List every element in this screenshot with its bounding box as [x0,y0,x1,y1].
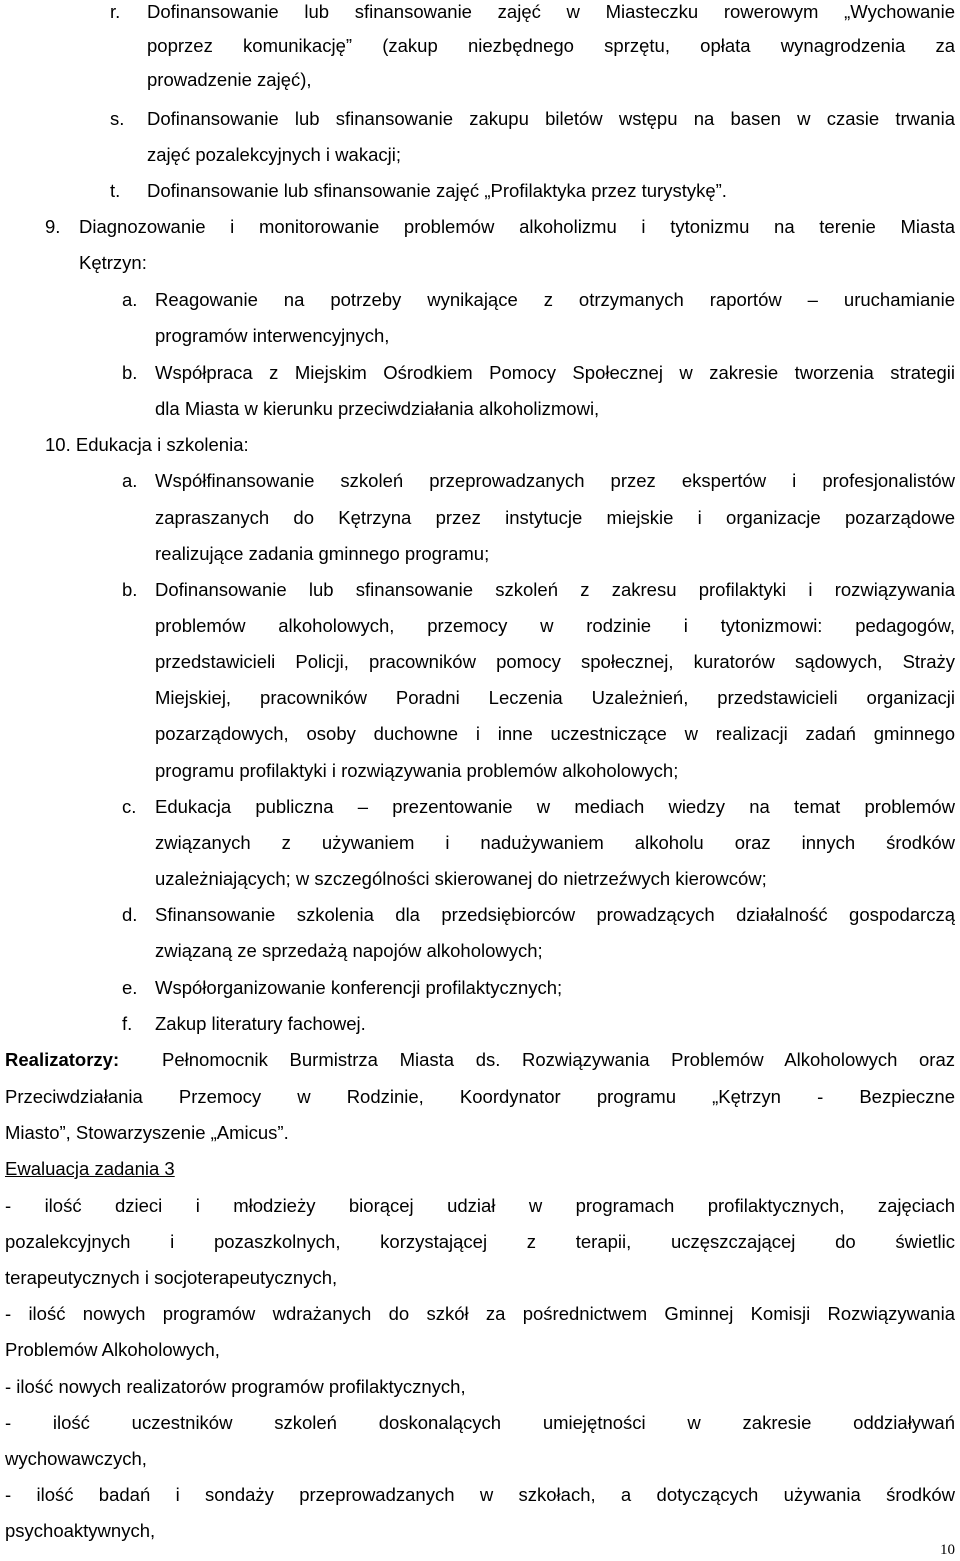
list-marker-t: t. [110,180,121,201]
section-9-a-marker: a. [122,289,138,310]
section-10-f-marker: f. [122,1013,133,1034]
section-10-d-marker: d. [122,904,138,925]
section-10-c-line-2: związanych z używaniem i nadużywaniem alkoholu oraz innych środków [155,832,955,853]
section-10-f-line-1: Zakup literatury fachowej. [155,1013,366,1034]
section-9-b-line-1: Współpraca z Miejskim Ośrodkiem Pomocy Społecznej w zakresie tworzenia strategii [155,362,955,383]
realizatorzy-line-2: Przeciwdziałania Przemocy w Rodzinie, Koordynator programu „Kętrzyn - Bezpieczne [5,1086,955,1107]
list-marker-s: s. [110,108,125,129]
section-10-b-line-1: Dofinansowanie lub sfinansowanie szkoleń z zakresu profilaktyki i rozwiązywania [155,579,955,600]
section-9-a-line-2: programów interwencyjnych, [155,325,390,346]
section-10-c-line-3: uzależniających; w szczególności skierowanej do nietrzeźwych kierowców; [155,868,767,889]
ewaluacja-item-1-line-2: pozalekcyjnych i pozaszkolnych, korzystającej z terapii, uczęszczającej do świetlic [5,1231,955,1252]
ewaluacja-item-5-line-2: psychoaktywnych, [5,1520,156,1541]
item-r-line-1: Dofinansowanie lub sfinansowanie zajęć w Miasteczku rowerowym „Wychowanie [147,1,955,22]
page-number: 10 [940,1542,955,1558]
section-10-heading: 10. Edukacja i szkolenia: [45,434,249,455]
section-10-e-marker: e. [122,977,138,998]
ewaluacja-item-4-line-1: - ilość uczestników szkoleń doskonalących umiejętności w zakresie oddziaływań [5,1412,955,1433]
section-9-b-line-2: dla Miasta w kierunku przeciwdziałania alkoholizmowi, [155,398,600,419]
section-10-b-line-2: problemów alkoholowych, przemocy w rodzinie i tytonizmowi: pedagogów, [155,615,955,636]
ewaluacja-item-3-line-1: - ilość nowych realizatorów programów profilaktycznych, [5,1376,466,1397]
section-10-b-line-3: przedstawicieli Policji, pracowników pomocy społecznej, kuratorów sądowych, Straży [155,651,955,672]
section-9-line-2: Kętrzyn: [79,252,147,273]
section-10-a-line-2: zapraszanych do Kętrzyna przez instytucje miejskie i organizacje pozarządowe [155,507,955,528]
section-10-e-line-1: Współorganizowanie konferencji profilaktycznych; [155,977,563,998]
section-10-b-line-4: Miejskiej, pracowników Poradni Leczenia Uzależnień, przedstawicieli organizacji [155,687,955,708]
section-10-a-line-1: Współfinansowanie szkoleń przeprowadzanych przez ekspertów i profesjonalistów [155,470,955,491]
section-9-a-line-1: Reagowanie na potrzeby wynikające z otrzymanych raportów – uruchamianie [155,289,955,310]
section-10-a-line-3: realizujące zadania gminnego programu; [155,543,490,564]
section-9-marker: 9. [45,216,61,237]
section-10-a-marker: a. [122,470,138,491]
section-10-b-line-5: pozarządowych, osoby duchowne i inne uczestniczące w realizacji zadań gminnego [155,723,955,744]
section-10-d-line-2: związaną ze sprzedażą napojów alkoholowych; [155,940,543,961]
section-10-b-line-6: programu profilaktyki i rozwiązywania problemów alkoholowych; [155,760,679,781]
ewaluacja-item-1-line-3: terapeutycznych i socjoterapeutycznych, [5,1267,338,1288]
list-marker-r: r. [110,1,121,22]
realizatorzy-label: Realizatorzy: [5,1049,120,1070]
realizatorzy-line-3: Miasto”, Stowarzyszenie „Amicus”. [5,1122,289,1143]
section-10-c-line-1: Edukacja publiczna – prezentowanie w mediach wiedzy na temat problemów [155,796,955,817]
section-10-d-line-1: Sfinansowanie szkolenia dla przedsiębiorców prowadzących działalność gospodarczą [155,904,955,925]
section-9-b-marker: b. [122,362,138,383]
section-10-c-marker: c. [122,796,137,817]
section-9-line-1: Diagnozowanie i monitorowanie problemów alkoholizmu i tytonizmu na terenie Miasta [79,216,955,237]
item-s-line-2: zajęć pozalekcyjnych i wakacji; [147,144,401,165]
item-r-line-3: prowadzenie zajęć), [147,69,312,90]
ewaluacja-item-2-line-1: - ilość nowych programów wdrażanych do szkół za pośrednictwem Gminnej Komisji Rozwiązywania [5,1303,955,1324]
item-t-line-1: Dofinansowanie lub sfinansowanie zajęć „Profilaktyka przez turystykę”. [147,180,727,201]
ewaluacja-item-2-line-2: Problemów Alkoholowych, [5,1339,220,1360]
ewaluacja-item-5-line-1: - ilość badań i sondaży przeprowadzanych w szkołach, a dotyczących używania środków [5,1484,955,1505]
item-r-line-2: poprzez komunikację” (zakup niezbędnego sprzętu, opłata wynagrodzenia za [147,35,955,56]
ewaluacja-heading: Ewaluacja zadania 3 [5,1158,175,1179]
ewaluacja-item-4-line-2: wychowawczych, [5,1448,147,1469]
item-s-line-1: Dofinansowanie lub sfinansowanie zakupu biletów wstępu na basen w czasie trwania [147,108,955,129]
realizatorzy-line-1: Pełnomocnik Burmistrza Miasta ds. Rozwiązywania Problemów Alkoholowych oraz [162,1049,955,1070]
ewaluacja-item-1-line-1: - ilość dzieci i młodzieży biorącej udział w programach profilaktycznych, zajęciach [5,1195,955,1216]
section-10-b-marker: b. [122,579,138,600]
